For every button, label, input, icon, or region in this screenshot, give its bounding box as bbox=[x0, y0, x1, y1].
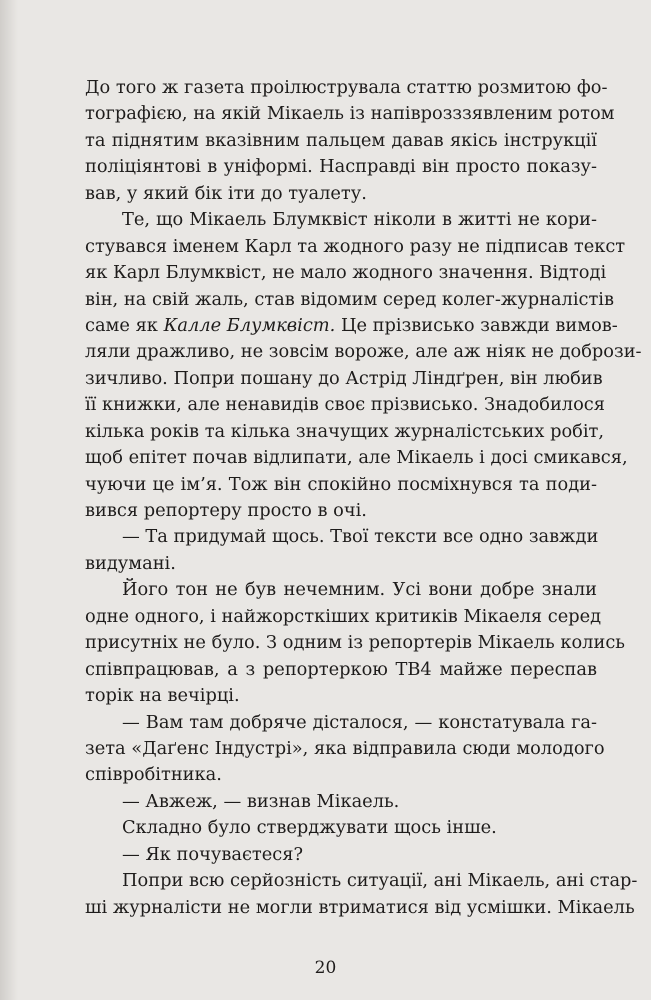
page-number: 20 bbox=[314, 958, 337, 978]
italic-name: Калле Блумквіст. bbox=[163, 314, 336, 336]
text-line: зичливо. Попри пошану до Астрід Ліндґрен, він любив bbox=[85, 367, 603, 389]
text-line: вав, у який бік іти до туалету. bbox=[85, 182, 367, 204]
text-line: щоб епітет почав відлипати, але Мікаель і досі смикався, bbox=[85, 447, 628, 469]
text-line: співробітника. bbox=[85, 764, 222, 786]
text-line: стувався іменем Карл та жодного разу не підписав текст bbox=[85, 235, 626, 257]
text-line: та піднятим вказівним пальцем давав якісь інструкції bbox=[85, 129, 597, 151]
body-text bbox=[85, 75, 642, 921]
text-line: — Вам там добряче дісталося, — констатувала га- bbox=[122, 711, 597, 733]
text-line: її книжки, але ненавидів своє прізвисько. Знадобилося bbox=[85, 394, 605, 416]
text-line: — Як почуваєтеся? bbox=[122, 843, 303, 865]
text-line: Складно було стверджувати щось інше. bbox=[122, 817, 497, 839]
text-line: — Авжеж, — визнав Мікаель. bbox=[122, 790, 400, 812]
page-edge-shadow bbox=[0, 0, 18, 1000]
text-line: Його тон не був нечемним. Усі вони добре знали bbox=[122, 579, 597, 601]
text-line: одне одного, і найжорсткіших критиків Мікаеля серед bbox=[85, 605, 602, 627]
text-line bbox=[85, 313, 618, 339]
text-line: як Карл Блумквіст, не мало жодного значення. Відтоді bbox=[85, 262, 607, 284]
text-line: співпрацював, а з репортеркою ТВ4 майже переспав bbox=[85, 658, 597, 680]
text-line: чуючи це ім’я. Тож він спокійно посміхнувся та поди- bbox=[85, 473, 597, 495]
text-line: присутніх не було. З одним із репортерів Мікаель колись bbox=[85, 632, 625, 654]
text-line: До того ж газета проілюструвала статтю розмитою фо- bbox=[85, 77, 608, 98]
text-line: вився репортеру просто в очі. bbox=[85, 500, 367, 521]
text-segment: саме як bbox=[85, 314, 164, 336]
text-line: видумані. bbox=[85, 552, 176, 574]
text-segment: Це прізвисько завжди вимов- bbox=[335, 314, 618, 336]
text-line: тографією, на якій Мікаель із напіврозззявленим ротом bbox=[85, 103, 615, 125]
text-line: кілька років та кілька значущих журналістських робіт, bbox=[85, 420, 605, 442]
text-line: поліціянтові в уніформі. Насправді він просто показу- bbox=[85, 156, 597, 178]
text-line: він, на свій жаль, став відомим серед колег-журналістів bbox=[85, 288, 615, 310]
text-line: Те, що Мікаель Блумквіст ніколи в житті не кори- bbox=[122, 209, 597, 231]
text-line: ляли дражливо, не зовсім вороже, але аж ніяк не добрози- bbox=[85, 341, 642, 363]
text-line: Попри всю серйозність ситуації, ані Мікаель, ані стар- bbox=[122, 870, 638, 892]
text-line: торік на вечірці. bbox=[85, 685, 240, 707]
text-line: — Та придумай щось. Твої тексти все одно завжди bbox=[122, 526, 599, 548]
text-line: ші журналісти не могли втриматися від усмішки. Мікаель bbox=[85, 896, 635, 918]
text-line: зета «Даґенс Індустрі», яка відправила сюди молодого bbox=[85, 737, 605, 759]
